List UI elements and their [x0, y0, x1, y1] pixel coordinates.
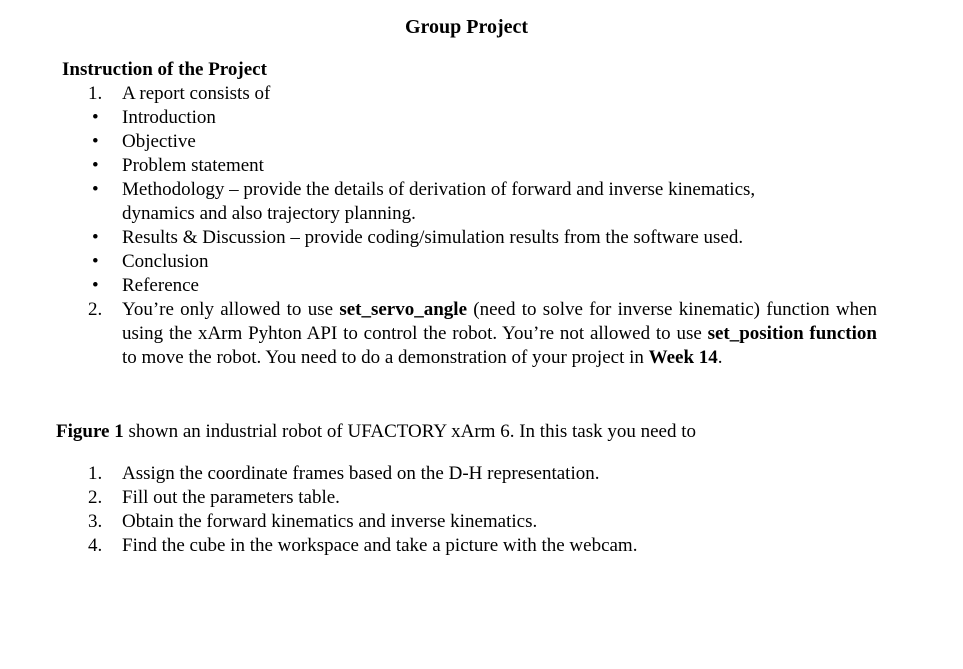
document-title: Group Project [404, 16, 529, 38]
bullet-icon: • [92, 155, 99, 176]
bullet-icon: • [92, 131, 99, 152]
section-heading: Instruction of the Project [62, 59, 267, 80]
list-number: 3. [88, 511, 103, 532]
task-text: Find the cube in the workspace and take a picture with the webcam. [122, 535, 638, 556]
bullet-text: Conclusion [122, 251, 209, 272]
task-text: Assign the coordinate frames based on the D-H representation. [122, 463, 600, 484]
function-name: set_servo_angle [339, 299, 468, 320]
task-text: Fill out the parameters table. [122, 487, 340, 508]
bullet-icon: • [92, 275, 99, 296]
list-number: 2. [88, 487, 103, 508]
bullet-icon: • [92, 227, 99, 248]
list-number: 1. [88, 463, 103, 484]
figure-paragraph: Figure 1 shown an industrial robot of UFACTORY xArm 6. In this task you need to [56, 421, 696, 442]
list-number: 4. [88, 535, 103, 556]
bullet-text: Introduction [122, 107, 216, 128]
bullet-icon: • [92, 251, 99, 272]
week-label: Week 14 [648, 347, 718, 368]
list-number: 1. [88, 83, 103, 104]
bullet-text: Problem statement [122, 155, 264, 176]
bullet-text: Reference [122, 275, 199, 296]
bullet-icon: • [92, 107, 99, 128]
list-item-text: A report consists of [122, 83, 271, 104]
bullet-text: Results & Discussion – provide coding/simulation results from the software used. [122, 227, 744, 248]
bullet-text: Objective [122, 131, 196, 152]
bullet-text: Methodology – provide the details of derivation of forward and inverse kinematics, dynamics and also trajectory planning. [122, 179, 756, 224]
figure-reference: Figure 1 [56, 421, 124, 442]
function-name: set_position function [707, 323, 877, 344]
list-number: 2. [88, 299, 103, 320]
bullet-icon: • [92, 179, 99, 200]
task-text: Obtain the forward kinematics and inverse kinematics. [122, 511, 538, 532]
list-item-text: You’re only allowed to use set_servo_angle (need to solve for inverse kinematic) function when using the xArm Pyhton API to control the robot. You’re not allowed to use set_position function to move the robot. You need to do a demonstration of your project in Week 14. [122, 299, 878, 368]
